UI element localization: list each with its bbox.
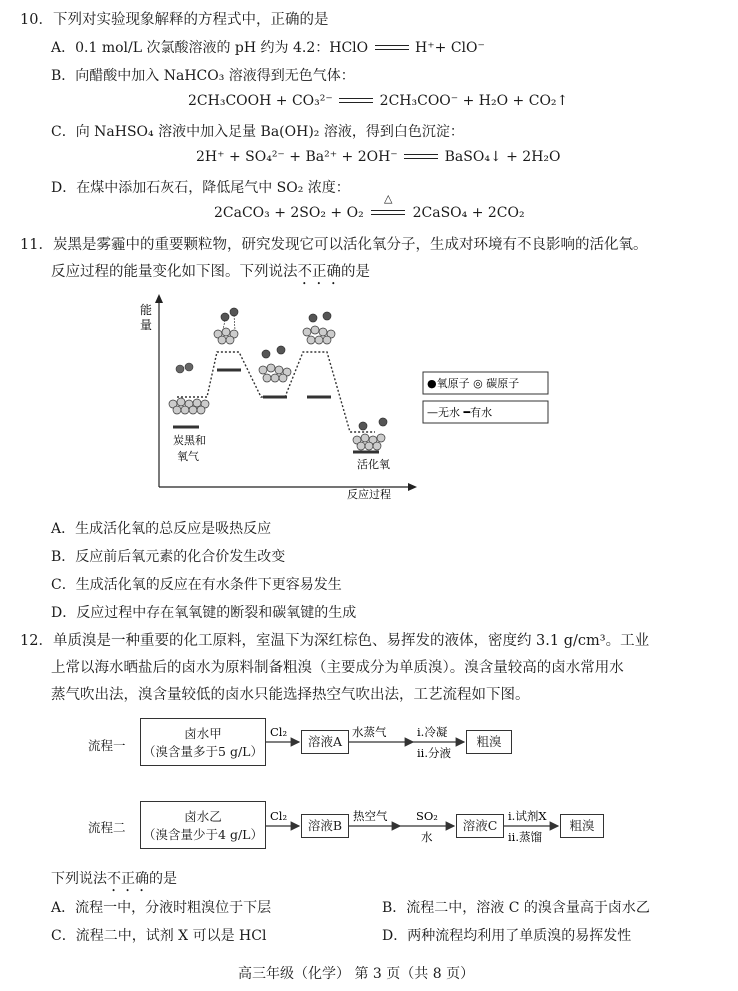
q11-stem-line1: 11．炭黑是雾霾中的重要颗粒物，研究发现它可以活化氧分子，生成对环境有不良影响的活化氧。 xyxy=(20,237,648,253)
q12-option-a: A．流程一中，分液时粗溴位于下层 xyxy=(51,900,272,916)
cluster-ts2-icon xyxy=(303,312,335,344)
flow-arrows xyxy=(0,700,738,860)
flow2-crude-bromine-box: 粗溴 xyxy=(560,814,604,838)
flow1-brine-name: 卤水甲 xyxy=(184,726,222,741)
cluster-ts1-icon xyxy=(214,308,238,344)
q10-option-c: C．向 NaHSO₄ 溶液中加入足量 Ba(OH)₂ 溶液，得到白色沉淀： xyxy=(51,124,464,140)
equal-sign xyxy=(337,96,375,106)
carbon-cluster-start-icon xyxy=(169,398,209,414)
q11-option-b: B．反应前后氧元素的化合价发生改变 xyxy=(51,549,286,565)
x-axis-arrow-icon xyxy=(408,483,417,491)
flow2-arrow1-label: Cl₂ xyxy=(270,809,288,823)
q10-d-products: 2CaSO₄ + 2CO₂ xyxy=(412,205,525,221)
flow1-brine-content: （溴含量多于5 g/L） xyxy=(143,744,263,759)
flow2-solution-b-box: 溶液B xyxy=(301,814,349,838)
flow2-arrow2-label: 热空气 xyxy=(353,809,388,823)
legend-atoms: ●氧原子 ◎ 碳原子 xyxy=(427,377,520,390)
q10-c-products: BaSO₄↓ + 2H₂O xyxy=(444,149,561,165)
page-footer: 高三年级（化学） 第 3 页（共 8 页） xyxy=(238,966,475,982)
flow2-arrow3-top: SO₂ xyxy=(416,809,438,823)
q12-ask-end: 的是 xyxy=(149,871,177,887)
start-label-2: 氧气 xyxy=(177,450,199,463)
q11-option-d: D．反应过程中存在氧氧键的断裂和碳氧键的生成 xyxy=(51,605,357,621)
flow1-label: 流程一 xyxy=(88,738,126,753)
y-axis-label-2: 量 xyxy=(140,318,153,332)
q10-option-a-text: A．0.1 mol/L 次氯酸溶液的 pH 约为 4.2：HClO xyxy=(51,40,369,56)
flow2-brine-content: （溴含量少于4 g/L） xyxy=(143,827,263,842)
emphasis-not-correct: 不正确 xyxy=(297,264,341,280)
flow2-arrow4-bottom: ii.蒸馏 xyxy=(508,830,543,844)
o2-molecule-icon xyxy=(176,363,193,373)
flow1-crude-bromine-box: 粗溴 xyxy=(466,730,512,754)
q12-ask xyxy=(51,868,177,895)
q10-option-b: B．向醋酸中加入 NaHCO₃ 溶液得到无色气体： xyxy=(51,68,355,84)
q10-b-products: 2CH₃COO⁻ + H₂O + CO₂↑ xyxy=(379,93,569,109)
cluster-end-icon xyxy=(353,418,387,450)
flow2-brine-name: 卤水乙 xyxy=(184,809,222,824)
equal-sign xyxy=(402,152,440,162)
cluster-int-icon xyxy=(259,346,291,382)
equal-sign xyxy=(369,208,407,218)
q10-d-reactants: 2CaCO₃ + 2SO₂ + O₂ xyxy=(214,205,364,221)
path-no-water xyxy=(177,352,375,432)
q10-option-b-equation xyxy=(188,93,568,109)
q12-option-b: B．流程二中，溶液 C 的溴含量高于卤水乙 xyxy=(382,900,650,916)
q11-stem-text: 反应过程的能量变化如下图。下列说法 xyxy=(51,264,298,280)
heat-condition xyxy=(368,192,408,221)
q10-b-reactants: 2CH₃COOH + CO₃²⁻ xyxy=(188,93,333,109)
q12-stem-line1: 12．单质溴是一种重要的化工原料，室温下为深红棕色、易挥发的液体，密度约 3.1 g/cm³。工业 xyxy=(20,633,650,649)
start-label-1: 炭黑和 xyxy=(173,434,206,447)
end-label: 活化氧 xyxy=(357,458,390,471)
q10-option-d-equation xyxy=(214,192,525,221)
emphasis-not-correct: 不正确 xyxy=(107,871,149,887)
flow1-arrow3-top: i.冷凝 xyxy=(417,725,448,739)
legend-lines: —无水 ━有水 xyxy=(427,406,493,419)
flow1-arrow2-label: 水蒸气 xyxy=(352,725,387,739)
q10-option-c-equation xyxy=(196,149,561,165)
flow1-arrow3-bottom: ii.分液 xyxy=(417,746,452,760)
q12-option-c: C．流程二中，试剂 X 可以是 HCl xyxy=(51,928,267,944)
q11-option-c: C．生成活化氧的反应在有水条件下更容易发生 xyxy=(51,577,342,593)
q11-stem-line2 xyxy=(51,260,370,288)
q12-ask-text: 下列说法 xyxy=(51,871,107,887)
heat-triangle-icon: △ xyxy=(383,192,393,205)
flow2-solution-c-box: 溶液C xyxy=(456,814,504,838)
q12-stem-line3: 蒸气吹出法，溴含量较低的卤水只能选择热空气吹出法，工艺流程如下图。 xyxy=(51,687,530,703)
q11-option-a: A．生成活化氧的总反应是吸热反应 xyxy=(51,521,272,537)
x-axis-label: 反应过程 xyxy=(347,488,391,501)
q10-option-a-products: H⁺+ ClO⁻ xyxy=(415,40,485,56)
y-axis-arrow-icon xyxy=(155,294,163,303)
flow1-arrow1-label: Cl₂ xyxy=(270,725,288,739)
q12-option-d: D．两种流程均利用了单质溴的易挥发性 xyxy=(382,928,632,944)
y-axis-label-1: 能 xyxy=(140,303,153,317)
q10-stem: 10．下列对实验现象解释的方程式中，正确的是 xyxy=(20,12,329,28)
flow1-solution-a-box: 溶液A xyxy=(301,730,349,754)
q10-c-reactants: 2H⁺ + SO₄²⁻ + Ba²⁺ + 2OH⁻ xyxy=(196,149,398,165)
equilibrium-sign xyxy=(373,43,411,53)
flow2-arrow3-bottom: 水 xyxy=(421,830,433,844)
energy-diagram xyxy=(135,292,555,502)
q12-stem-line2: 上常以海水晒盐后的卤水为原料制备粗溴（主要成分为单质溴）。溴含量较高的卤水常用水 xyxy=(51,660,624,676)
flow2-arrow4-top: i.试剂X xyxy=(508,809,547,823)
q10-option-d: D．在煤中添加石灰石，降低尾气中 SO₂ 浓度： xyxy=(51,180,350,196)
q11-stem-end: 的是 xyxy=(341,264,370,280)
q10-option-a xyxy=(51,37,485,57)
flow2-label: 流程二 xyxy=(88,820,126,835)
